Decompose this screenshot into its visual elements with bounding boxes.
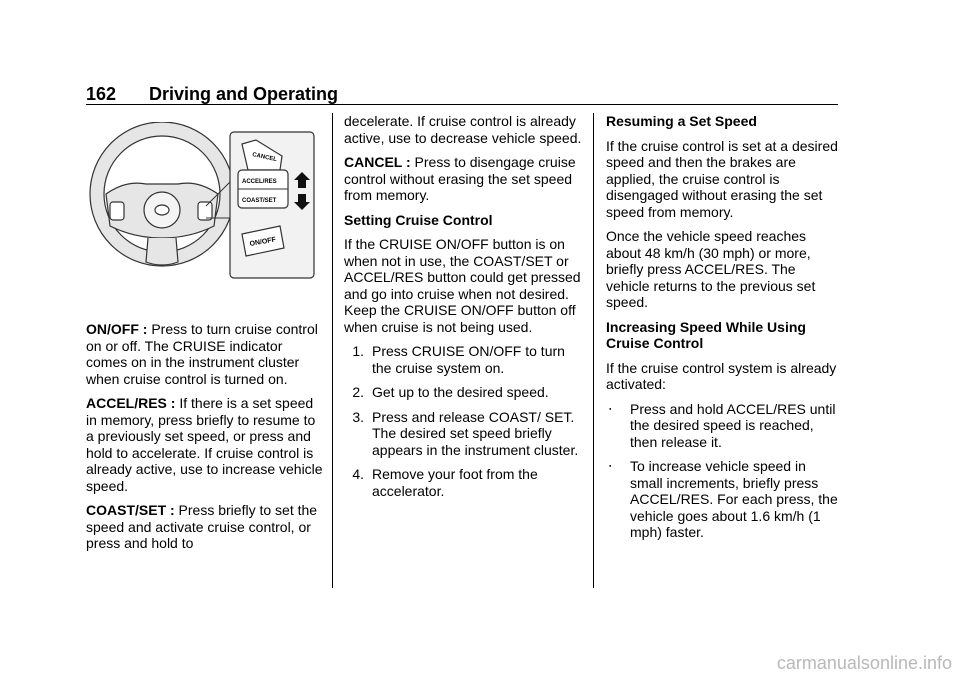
list-item: [344, 409, 584, 459]
accel-term: ACCEL/RES :: [86, 395, 176, 411]
list-item: [344, 466, 584, 499]
resuming-paragraph-1: If the cruise control is set at a desired speed and then the brakes are applied, the cruise control is disengaged without erasing the set speed from memory.: [606, 137, 838, 220]
increasing-intro: If the cruise control system is already activated:: [606, 359, 837, 392]
setting-heading: Setting Cruise Control: [344, 211, 493, 228]
column-divider-2: [593, 113, 594, 588]
coast-term: COAST/SET :: [86, 502, 175, 518]
column-divider-1: [332, 113, 333, 588]
step-number: 4.: [352, 466, 364, 482]
onoff-label: ON/OFF: [249, 236, 277, 248]
coast-continuation: decelerate. If cruise control is already active, use to decrease vehicle speed.: [344, 113, 582, 146]
bullet-text: To increase vehicle speed in small increments, briefly press ACCEL/RES. For each press, the vehicle goes about 1.6 km/h (1 mph) faster.: [630, 458, 838, 540]
resuming-paragraph-2: Once the vehicle speed reaches about 48 km/h (30 mph) or more, briefly press ACCEL/RES. The vehicle returns to the previous set speed.: [606, 228, 816, 310]
page-header: [86, 84, 338, 105]
step-number: 1.: [352, 343, 364, 359]
onoff-paragraph: [86, 321, 326, 387]
step-text: Press CRUISE ON/OFF to turn the cruise system on.: [372, 343, 565, 376]
accel-paragraph: [86, 395, 326, 494]
resuming-heading: Resuming a Set Speed: [606, 113, 757, 129]
coast-paragraph: [86, 502, 326, 552]
step-text: Remove your foot from the accelerator.: [372, 466, 538, 499]
list-item: [344, 343, 584, 376]
cancel-paragraph: [344, 154, 584, 204]
column-3: [606, 113, 842, 549]
increasing-heading: Increasing Speed While Using Cruise Control: [606, 318, 806, 351]
coast-label: COAST/SET: [242, 198, 277, 204]
cancel-text: Press to disengage cruise control without erasing the set speed from memory.: [344, 154, 576, 203]
cancel-term: CANCEL :: [344, 154, 411, 170]
column-2: [344, 113, 584, 507]
setting-intro: If the CRUISE ON/OFF button is on when not in use, the COAST/SET or ACCEL/RES button could get pressed and go into cruise when not desired. Keep the CRUISE ON/OFF button off when cruise is not being used.: [344, 236, 581, 335]
bullet-text: Press and hold ACCEL/RES until the desired speed is reached, then release it.: [630, 400, 836, 450]
cruise-control-figure: [86, 122, 318, 300]
column-1: [86, 321, 326, 560]
step-text: Press and release COAST/ SET. The desired set speed briefly appears in the instrument cluster.: [372, 408, 579, 458]
list-item: [606, 401, 842, 451]
step-number: 2.: [352, 384, 364, 400]
header-rule: [86, 104, 838, 105]
bullet-icon: ‧: [608, 458, 613, 474]
onoff-term: ON/OFF :: [86, 321, 148, 337]
bullet-icon: ‧: [608, 400, 613, 417]
accel-text: If there is a set speed in memory, press briefly to resume to a previously set speed, or press and hold to accelerate. If cruise control is already active, use to increase vehicle speed.: [86, 395, 323, 494]
step-text: Get up to the desired speed.: [372, 384, 549, 400]
watermark: carmanualsonline.info: [776, 653, 952, 673]
coast-text: Press briefly to set the speed and activate cruise control, or press and hold to: [86, 502, 318, 551]
list-item: [606, 458, 842, 541]
page-number: 162: [86, 84, 117, 104]
accel-label: ACCEL/RES: [242, 179, 277, 185]
list-item: [344, 384, 584, 401]
step-number: 3.: [352, 408, 364, 425]
cancel-label: CANCEL: [251, 152, 278, 164]
onoff-text: Press to turn cruise control on or off. The CRUISE indicator comes on in the instrument cluster when cruise control is turned on.: [86, 321, 318, 387]
section-title: Driving and Operating: [149, 84, 339, 104]
